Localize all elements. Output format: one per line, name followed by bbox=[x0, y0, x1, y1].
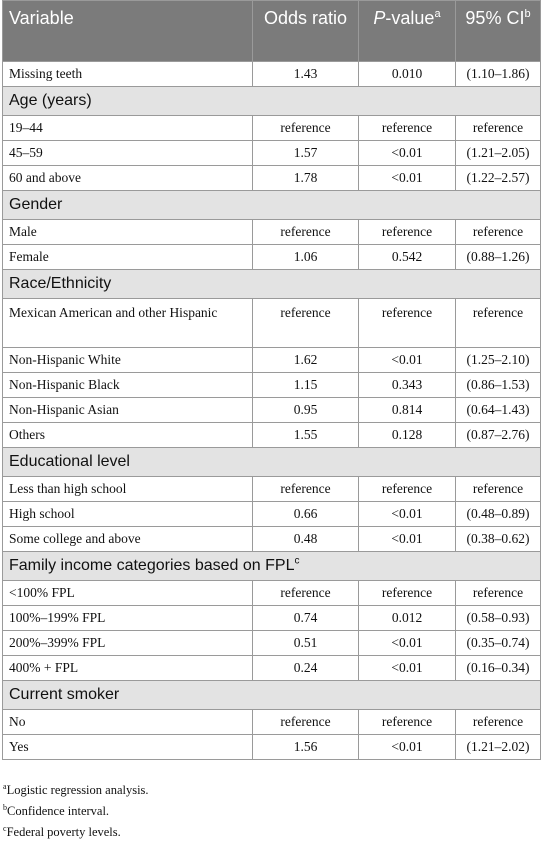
cell-ci: reference bbox=[456, 477, 541, 502]
table-row bbox=[3, 581, 541, 606]
header-p-italic: P bbox=[373, 8, 386, 28]
table-row bbox=[3, 299, 541, 348]
table-row bbox=[3, 245, 541, 270]
cell-odds-ratio: 1.62 bbox=[253, 348, 359, 373]
section-row bbox=[3, 448, 541, 477]
cell-odds-ratio: 1.55 bbox=[253, 423, 359, 448]
table-row bbox=[3, 373, 541, 398]
section-title-income bbox=[3, 552, 541, 581]
table-row bbox=[3, 477, 541, 502]
cell-variable: Yes bbox=[3, 735, 253, 760]
footnote-b bbox=[3, 801, 533, 822]
header-odds-ratio: Odds ratio bbox=[253, 1, 359, 62]
cell-odds-ratio: 0.51 bbox=[253, 631, 359, 656]
cell-ci: (0.35–0.74) bbox=[456, 631, 541, 656]
cell-variable: Non-Hispanic Black bbox=[3, 373, 253, 398]
header-p-value bbox=[359, 1, 456, 62]
cell-p-value: reference bbox=[359, 710, 456, 735]
header-ci-sup: b bbox=[524, 8, 531, 20]
cell-ci: reference bbox=[456, 220, 541, 245]
footnotes bbox=[3, 780, 533, 843]
footnote-c-sup: c bbox=[3, 823, 7, 833]
cell-odds-ratio: 1.06 bbox=[253, 245, 359, 270]
table-row bbox=[3, 220, 541, 245]
cell-p-value: <0.01 bbox=[359, 631, 456, 656]
cell-p-value: 0.542 bbox=[359, 245, 456, 270]
table-row bbox=[3, 710, 541, 735]
table-row bbox=[3, 166, 541, 191]
cell-variable: 400% + FPL bbox=[3, 656, 253, 681]
cell-p-value: 0.010 bbox=[359, 62, 456, 87]
section-title-race: Race/Ethnicity bbox=[3, 270, 541, 299]
cell-odds-ratio: 0.74 bbox=[253, 606, 359, 631]
table-row bbox=[3, 398, 541, 423]
income-title-sup: c bbox=[294, 555, 300, 567]
cell-ci: (1.21–2.05) bbox=[456, 141, 541, 166]
cell-p-value: 0.012 bbox=[359, 606, 456, 631]
footnote-a bbox=[3, 780, 533, 801]
table-row bbox=[3, 141, 541, 166]
cell-ci: (0.64–1.43) bbox=[456, 398, 541, 423]
cell-odds-ratio: 0.95 bbox=[253, 398, 359, 423]
footnote-a-sup: a bbox=[3, 781, 7, 791]
cell-ci: (0.16–0.34) bbox=[456, 656, 541, 681]
cell-odds-ratio: reference bbox=[253, 220, 359, 245]
cell-ci: (0.86–1.53) bbox=[456, 373, 541, 398]
cell-variable: Missing teeth bbox=[3, 62, 253, 87]
cell-ci: (0.38–0.62) bbox=[456, 527, 541, 552]
cell-ci: reference bbox=[456, 710, 541, 735]
cell-p-value: <0.01 bbox=[359, 141, 456, 166]
cell-odds-ratio: 0.24 bbox=[253, 656, 359, 681]
cell-variable: High school bbox=[3, 502, 253, 527]
cell-odds-ratio: reference bbox=[253, 710, 359, 735]
cell-variable: Some college and above bbox=[3, 527, 253, 552]
cell-variable: Male bbox=[3, 220, 253, 245]
cell-p-value: reference bbox=[359, 220, 456, 245]
section-title-gender: Gender bbox=[3, 191, 541, 220]
cell-ci: (1.21–2.02) bbox=[456, 735, 541, 760]
cell-variable: 100%–199% FPL bbox=[3, 606, 253, 631]
cell-ci: reference bbox=[456, 581, 541, 606]
footnote-c-text: Federal poverty levels. bbox=[6, 825, 121, 839]
section-row bbox=[3, 191, 541, 220]
cell-variable: Non-Hispanic Asian bbox=[3, 398, 253, 423]
cell-variable: Non-Hispanic White bbox=[3, 348, 253, 373]
cell-ci: (0.48–0.89) bbox=[456, 502, 541, 527]
cell-ci: (0.87–2.76) bbox=[456, 423, 541, 448]
income-title-text: Family income categories based on FPL bbox=[9, 557, 295, 574]
cell-odds-ratio: reference bbox=[253, 116, 359, 141]
cell-p-value: <0.01 bbox=[359, 502, 456, 527]
cell-odds-ratio: reference bbox=[253, 477, 359, 502]
table-row bbox=[3, 502, 541, 527]
header-p-rest: -value bbox=[385, 8, 435, 28]
section-title-age: Age (years) bbox=[3, 87, 541, 116]
cell-variable: Less than high school bbox=[3, 477, 253, 502]
cell-odds-ratio: reference bbox=[253, 581, 359, 606]
footnote-b-text: Confidence interval. bbox=[7, 804, 110, 818]
header-ci-label: 95% CI bbox=[465, 8, 525, 28]
cell-p-value: reference bbox=[359, 299, 456, 348]
cell-variable: Female bbox=[3, 245, 253, 270]
cell-variable: 19–44 bbox=[3, 116, 253, 141]
cell-variable: Others bbox=[3, 423, 253, 448]
cell-p-value: <0.01 bbox=[359, 656, 456, 681]
cell-p-value: 0.343 bbox=[359, 373, 456, 398]
cell-variable: Mexican American and other Hispanic bbox=[3, 299, 253, 348]
cell-p-value: <0.01 bbox=[359, 166, 456, 191]
cell-ci: (1.10–1.86) bbox=[456, 62, 541, 87]
cell-p-value: reference bbox=[359, 477, 456, 502]
cell-odds-ratio: 1.56 bbox=[253, 735, 359, 760]
section-row bbox=[3, 87, 541, 116]
cell-p-value: reference bbox=[359, 116, 456, 141]
footnote-c bbox=[3, 822, 533, 843]
table-row bbox=[3, 116, 541, 141]
section-row bbox=[3, 681, 541, 710]
cell-odds-ratio: 0.66 bbox=[253, 502, 359, 527]
cell-variable: No bbox=[3, 710, 253, 735]
footnote-b-sup: b bbox=[3, 802, 7, 812]
cell-odds-ratio: 0.48 bbox=[253, 527, 359, 552]
table-row bbox=[3, 423, 541, 448]
cell-ci: (0.58–0.93) bbox=[456, 606, 541, 631]
table-row bbox=[3, 735, 541, 760]
cell-variable: <100% FPL bbox=[3, 581, 253, 606]
section-row bbox=[3, 270, 541, 299]
cell-p-value: <0.01 bbox=[359, 348, 456, 373]
cell-p-value: 0.814 bbox=[359, 398, 456, 423]
cell-odds-ratio: 1.15 bbox=[253, 373, 359, 398]
cell-ci: reference bbox=[456, 116, 541, 141]
cell-p-value: <0.01 bbox=[359, 527, 456, 552]
cell-p-value: <0.01 bbox=[359, 735, 456, 760]
table-row bbox=[3, 656, 541, 681]
cell-ci: (1.22–2.57) bbox=[456, 166, 541, 191]
cell-odds-ratio: 1.43 bbox=[253, 62, 359, 87]
table-row bbox=[3, 62, 541, 87]
cell-ci: reference bbox=[456, 299, 541, 348]
section-title-smoker: Current smoker bbox=[3, 681, 541, 710]
table-row bbox=[3, 606, 541, 631]
cell-p-value: reference bbox=[359, 581, 456, 606]
cell-variable: 45–59 bbox=[3, 141, 253, 166]
cell-odds-ratio: 1.78 bbox=[253, 166, 359, 191]
section-title-education: Educational level bbox=[3, 448, 541, 477]
table-row bbox=[3, 631, 541, 656]
header-ci bbox=[456, 1, 541, 62]
footnote-a-text: Logistic regression analysis. bbox=[6, 783, 149, 797]
table-row bbox=[3, 348, 541, 373]
section-row bbox=[3, 552, 541, 581]
cell-variable: 200%–399% FPL bbox=[3, 631, 253, 656]
cell-variable: 60 and above bbox=[3, 166, 253, 191]
cell-ci: (0.88–1.26) bbox=[456, 245, 541, 270]
cell-odds-ratio: reference bbox=[253, 299, 359, 348]
odds-ratio-table bbox=[2, 0, 541, 760]
header-p-sup: a bbox=[434, 8, 441, 20]
header-variable: Variable bbox=[3, 1, 253, 62]
cell-odds-ratio: 1.57 bbox=[253, 141, 359, 166]
table-header-row bbox=[3, 1, 541, 62]
table-row bbox=[3, 527, 541, 552]
cell-p-value: 0.128 bbox=[359, 423, 456, 448]
cell-ci: (1.25–2.10) bbox=[456, 348, 541, 373]
